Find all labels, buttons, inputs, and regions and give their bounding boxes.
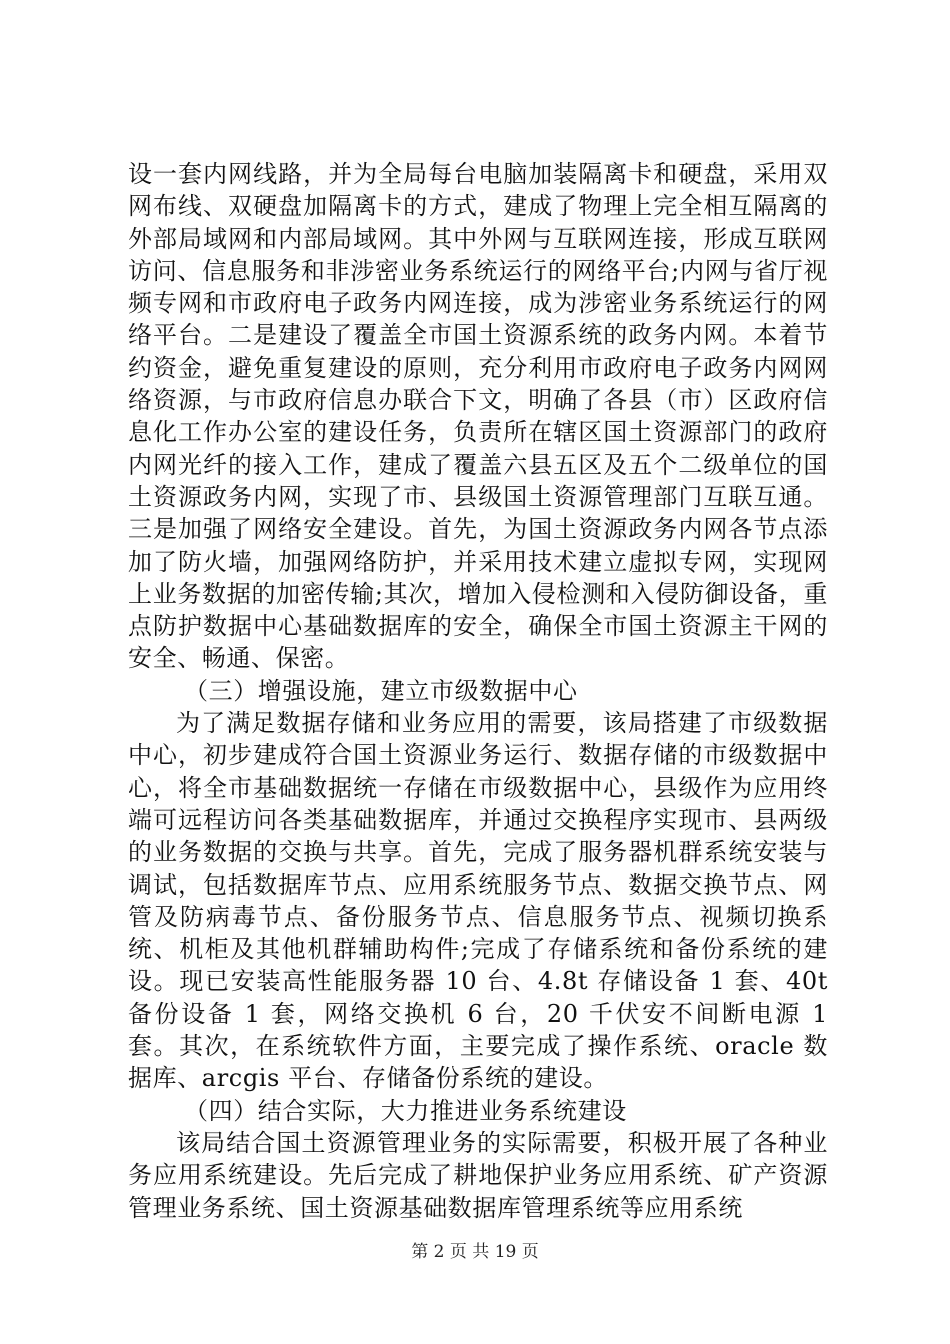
section-heading-data-center: （三）增强设施，建立市级数据中心 — [184, 676, 578, 705]
paragraph-network-construction: 设一套内网线路，并为全局每台电脑加装隔离卡和硬盘，采用双网布线、双硬盘加隔离卡的方式，建成了物理上完全相互隔离的外部局域网和内部局域网。其中外网与互联网连接，形成互联网访问、信息服务和非涉密业务系统运行的网络平台;内网与省厅视频专网和市政府电子政务内网连接，成为涉密业务系统运行的网络平台。二是建设了覆盖全市国土资源系统的政务内网。本着节约资金，避免重复建设的原则，充分利用市政府电子政务内网网络资源，与市政府信息办联合下文，明确了各县（市）区政府信息化工作办公室的建设任务，负责所在辖区国土资源部门的政府内网光纤的接入工作，建成了覆盖六县五区及五个二级单位的国土资源政务内网，实现了市、县级国土资源管理部门互联互通。三是加强了网络安全建设。首先，为国土资源政务内网各节点添加了防火墙，加强网络防护，并采用技术建立虚拟专网，实现网上业务数据的加密传输;其次，增加入侵检测和入侵防御设备，重点防护数据中心基础数据库的安全，确保全市国土资源主干网的安全、畅通、保密。 — [128, 160, 828, 673]
document-body — [128, 158, 828, 1224]
page-number-footer: 第 2 页 共 19 页 — [411, 1242, 539, 1262]
paragraph-data-center: 为了满足数据存储和业务应用的需要，该局搭建了市级数据中心，初步建成符合国土资源业务运行、数据存储的市级数据中心，将全市基础数据统一存储在市级数据中心，县级作为应用终端可远程访问各类基础数据库，并通过交换程序实现市、县两级的业务数据的交换与共享。首先，完成了服务器机群系统安装与调试，包括数据库节点、应用系统服务节点、数据交换节点、网管及防病毒节点、备份服务节点、信息服务节点、视频切换系统、机柜及其他机群辅助构件;完成了存储系统和备份系统的建设。现已安装高性能服务器 10 台、4.8t 存储设备 1 套、40t 备份设备 1 套，网络交换机 6 台，20 千伏安不间断电源 1 套。其次，在系统软件方面，主要完成了操作系统、oracle 数据库、arcgis 平台、存储备份系统的建设。 — [128, 709, 828, 1093]
paragraph-business-systems: 该局结合国土资源管理业务的实际需要，积极开展了各种业务应用系统建设。先后完成了耕地保护业务应用系统、矿产资源管理业务系统、国土资源基础数据库管理系统等应用系统 — [128, 1128, 828, 1222]
section-heading-business-systems: （四）结合实际，大力推进业务系统建设 — [184, 1096, 627, 1125]
